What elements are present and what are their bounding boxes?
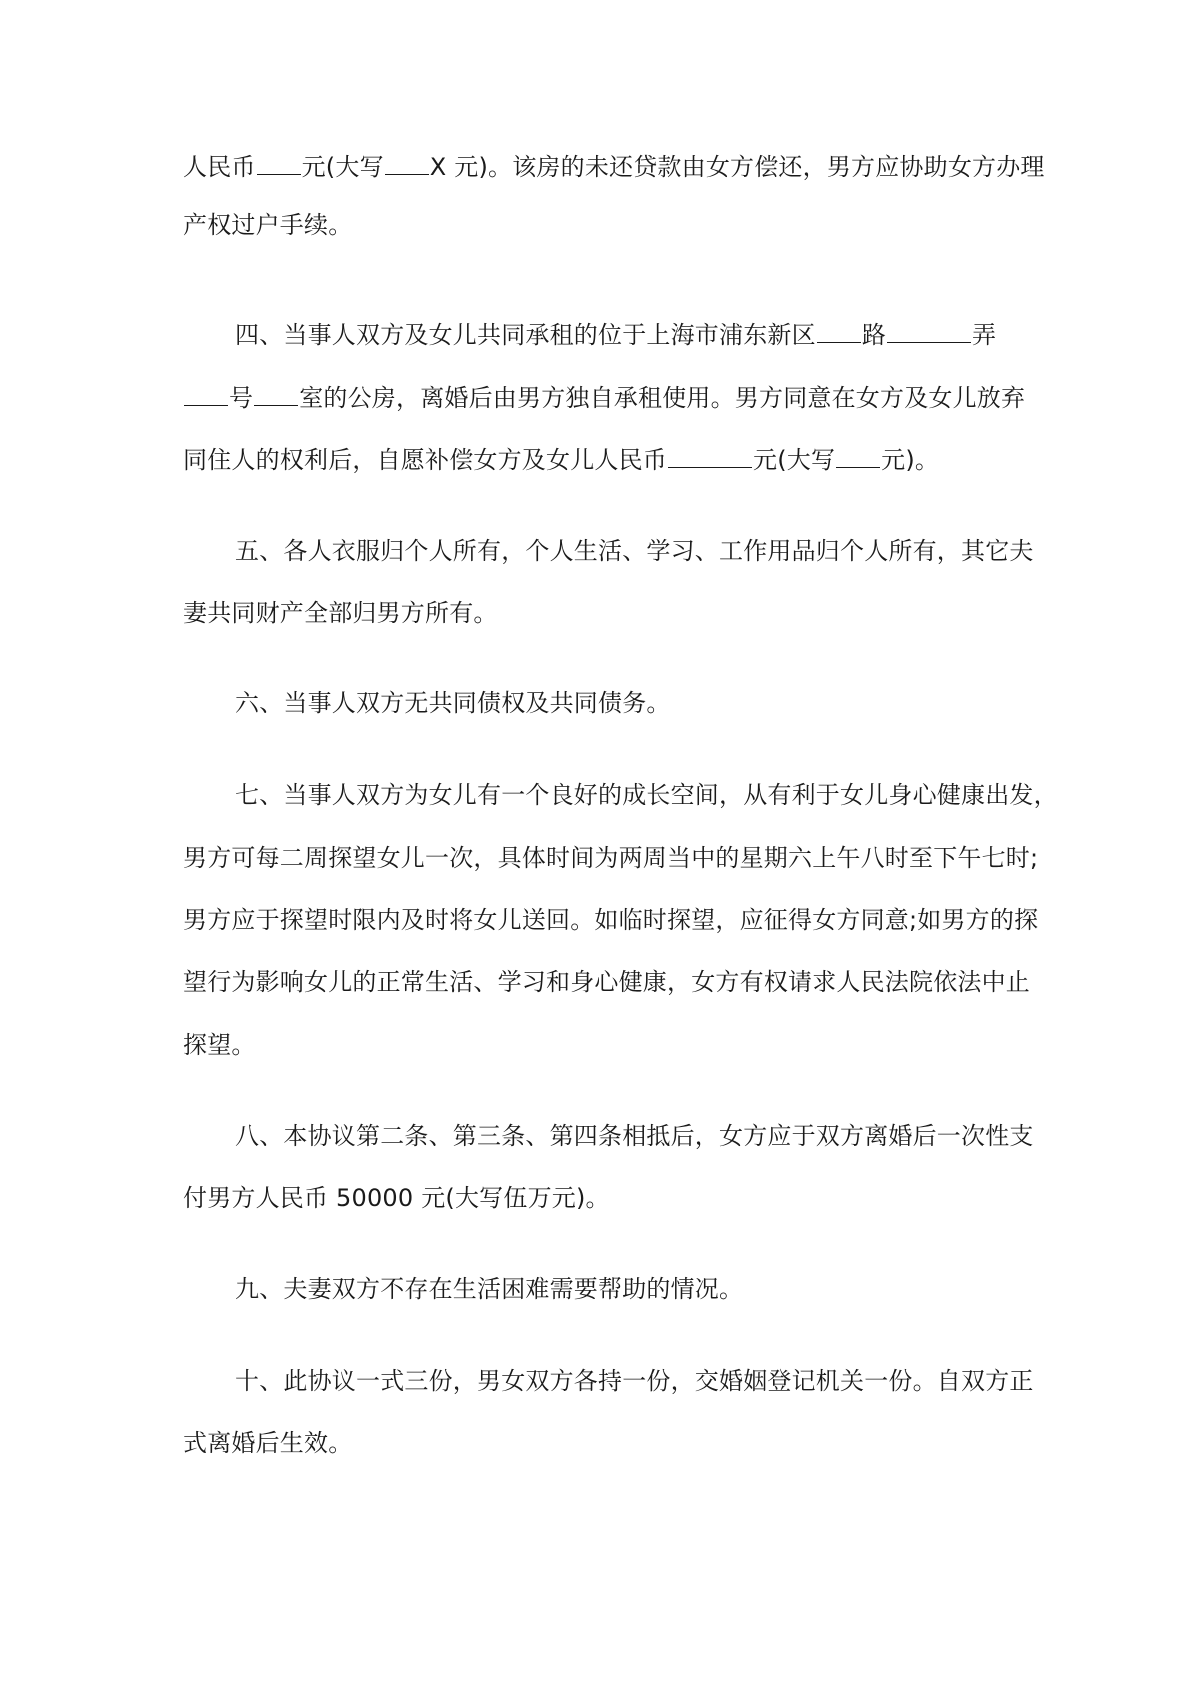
text-segment: 号 bbox=[229, 384, 254, 412]
clause-10-line-2: 式离婚后生效。 bbox=[183, 1429, 353, 1457]
fill-in-blank bbox=[668, 445, 752, 468]
text-segment: 元(大写 bbox=[301, 153, 384, 181]
clause-4-line-1 bbox=[235, 320, 1033, 350]
clause-5-line-2: 妻共同财产全部归男方所有。 bbox=[183, 599, 498, 627]
clause-4-line-3 bbox=[183, 445, 1033, 475]
clause-3-line-2: 产权过户手续。 bbox=[183, 211, 353, 239]
clause-3-line-1 bbox=[183, 152, 1045, 182]
fill-in-blank bbox=[184, 383, 228, 406]
fill-in-blank bbox=[817, 320, 861, 343]
text-segment: 四、当事人双方及女儿共同承租的位于上海市浦东新区 bbox=[235, 321, 816, 349]
text-segment: X 元)。该房的未还贷款由女方偿还，男方应协助女方办理 bbox=[429, 153, 1045, 181]
clause-6-line-1: 六、当事人双方无共同债权及共同债务。 bbox=[235, 689, 671, 717]
clause-10-line-1: 十、此协议一式三份，男女双方各持一份，交婚姻登记机关一份。自双方正 bbox=[235, 1367, 1034, 1395]
clause-7-line-4: 望行为影响女儿的正常生活、学习和身心健康，女方有权请求人民法院依法中止 bbox=[183, 968, 1030, 996]
fill-in-blank bbox=[836, 445, 880, 468]
clause-9-line-1: 九、夫妻双方不存在生活困难需要帮助的情况。 bbox=[235, 1275, 744, 1303]
fill-in-blank bbox=[887, 320, 971, 343]
clause-4-line-2 bbox=[183, 383, 1033, 413]
text-segment: 元(大写 bbox=[753, 446, 836, 474]
text-segment: 人民币 bbox=[183, 153, 256, 181]
clause-8-line-1: 八、本协议第二条、第三条、第四条相抵后，女方应于双方离婚后一次性支 bbox=[235, 1122, 1034, 1150]
clause-7-line-1: 七、当事人双方为女儿有一个良好的成长空间，从有利于女儿身心健康出发， bbox=[235, 781, 1058, 809]
text-segment: 元)。 bbox=[881, 446, 940, 474]
text-segment: 弄 bbox=[972, 321, 997, 349]
clause-7-line-2: 男方可每二周探望女儿一次，具体时间为两周当中的星期六上午八时至下午七时; bbox=[183, 844, 1039, 872]
fill-in-blank bbox=[257, 152, 301, 175]
fill-in-blank bbox=[254, 383, 298, 406]
clause-7-line-5: 探望。 bbox=[183, 1031, 256, 1059]
clause-8-line-2: 付男方人民币 50000 元(大写伍万元)。 bbox=[183, 1184, 610, 1212]
text-segment: 路 bbox=[861, 321, 887, 349]
text-segment: 同住人的权利后，自愿补偿女方及女儿人民币 bbox=[183, 446, 667, 474]
clause-7-line-3: 男方应于探望时限内及时将女儿送回。如临时探望，应征得女方同意;如男方的探 bbox=[183, 906, 1039, 934]
text-segment: 室的公房，离婚后由男方独自承租使用。男方同意在女方及女儿放弃 bbox=[299, 384, 1026, 412]
fill-in-blank bbox=[385, 152, 429, 175]
clause-5-line-1: 五、各人衣服归个人所有，个人生活、学习、工作用品归个人所有，其它夫 bbox=[235, 537, 1034, 565]
